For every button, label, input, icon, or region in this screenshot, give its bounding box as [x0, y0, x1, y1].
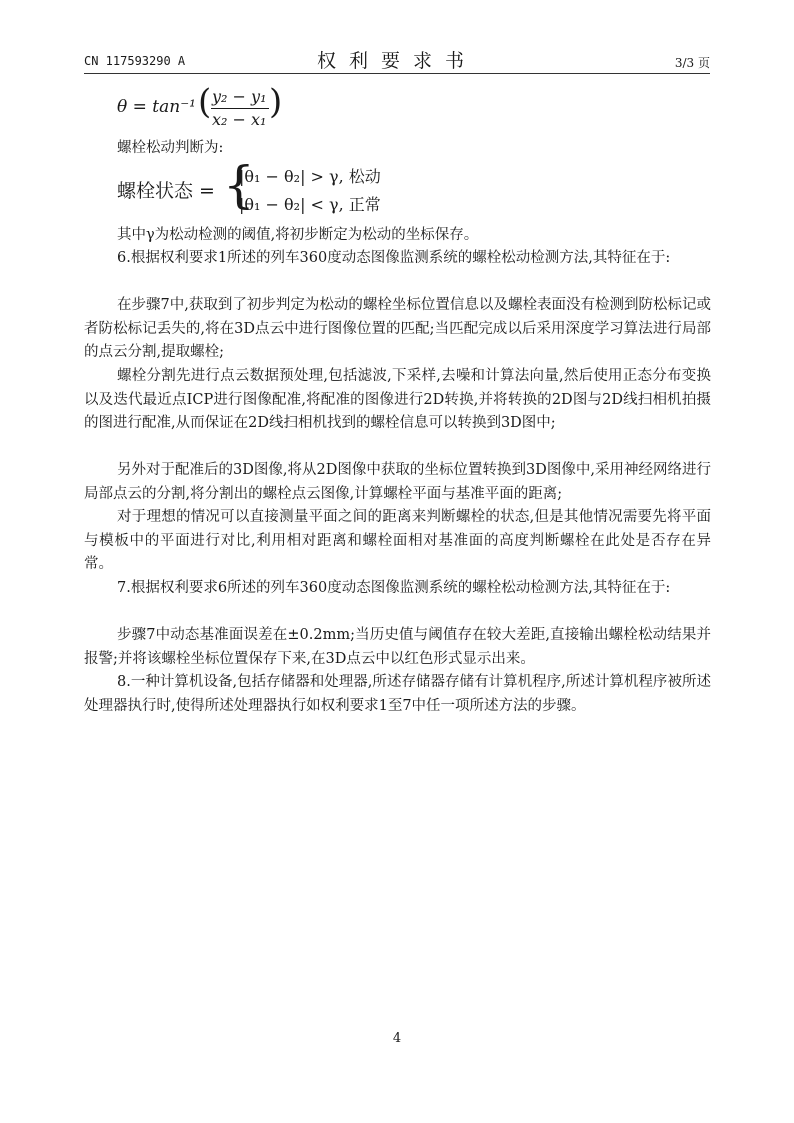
- angle-formula: [117, 82, 357, 129]
- fraction-numerator: y₂ − y₁: [212, 87, 267, 106]
- paragraph-claim6: 6.根据权利要求1所述的列车360度动态图像监测系统的螺栓松动检测方法,其特征在于:: [117, 250, 671, 266]
- document-number: CN 117593290 A: [84, 54, 186, 68]
- paragraph-segmentation: 螺栓分割先进行点云数据预处理,包括滤波,下采样,去噪和计算法向量,然后使用正态分布变换以及迭代最近点ICP进行图像配准,将配准的图像进行2D转换,并将转换的2D图与2D线扫相机拍摄的图进行配准,从而保证在2D线扫相机找到的螺栓信息可以转换到3D图中;: [84, 368, 711, 431]
- page-header: [84, 46, 710, 72]
- page-indicator: 3/3 页: [674, 56, 710, 70]
- document-title: 权利要求书: [316, 50, 477, 72]
- paragraph-claim7: 7.根据权利要求6所述的列车360度动态图像监测系统的螺栓松动检测方法,其特征在于:: [117, 580, 671, 596]
- case-brace: {: [223, 156, 255, 214]
- paragraph-threshold: 其中γ为松动检测的阈值,将初步断定为松动的坐标保存。: [117, 227, 479, 243]
- status-lhs: 螺栓状态 =: [117, 180, 215, 202]
- paragraph-tolerance: 步骤7中动态基准面误差在±0.2mm;当历史值与阈值存在较大差距,直接输出螺栓松动结果并报警;并将该螺栓坐标位置保存下来,在3D点云中以红色形式显示出来。: [84, 627, 711, 667]
- formula-lhs: θ = tan⁻¹: [117, 97, 196, 117]
- loosen-intro: 螺栓松动判断为:: [117, 140, 224, 156]
- paragraph-registration: 另外对于配准后的3D图像,将从2D图像中获取的坐标位置转换到3D图像中,采用神经网络进行局部点云的分割,将分割出的螺栓点云图像,计算螺栓平面与基准平面的距离;: [84, 462, 711, 502]
- case-normal: |θ₁ − θ₂| < γ, 正常: [239, 195, 381, 214]
- right-paren: ): [269, 82, 283, 122]
- page-number: 4: [392, 1031, 402, 1046]
- paragraph-ideal-case: 对于理想的情况可以直接测量平面之间的距离来判断螺栓的状态,但是其他情况需要先将平面与模板中的平面进行对比,利用相对距离和螺栓面相对基准面的高度判断螺栓在此处是否存在异常。: [84, 509, 711, 572]
- paragraph-step7: 在步骤7中,获取到了初步判定为松动的螺栓坐标位置信息以及螺栓表面没有检测到防松标记或者防松标记丢失的,将在3D点云中进行图像位置的匹配;当匹配完成以后采用深度学习算法进行局部的点云分割,提取螺栓;: [84, 297, 711, 360]
- fraction-bar: [211, 108, 269, 109]
- case-loose: |θ₁ − θ₂| > γ, 松动: [239, 167, 381, 186]
- paragraph-claim8: 8.一种计算机设备,包括存储器和处理器,所述存储器存储有计算机程序,所述计算机程序被所述处理器执行时,使得所述处理器执行如权利要求1至7中任一项所述方法的步骤。: [84, 674, 711, 714]
- status-formula: [117, 156, 417, 218]
- left-paren: (: [198, 82, 212, 122]
- fraction-denominator: x₂ − x₁: [212, 110, 267, 129]
- header-divider: [84, 73, 710, 74]
